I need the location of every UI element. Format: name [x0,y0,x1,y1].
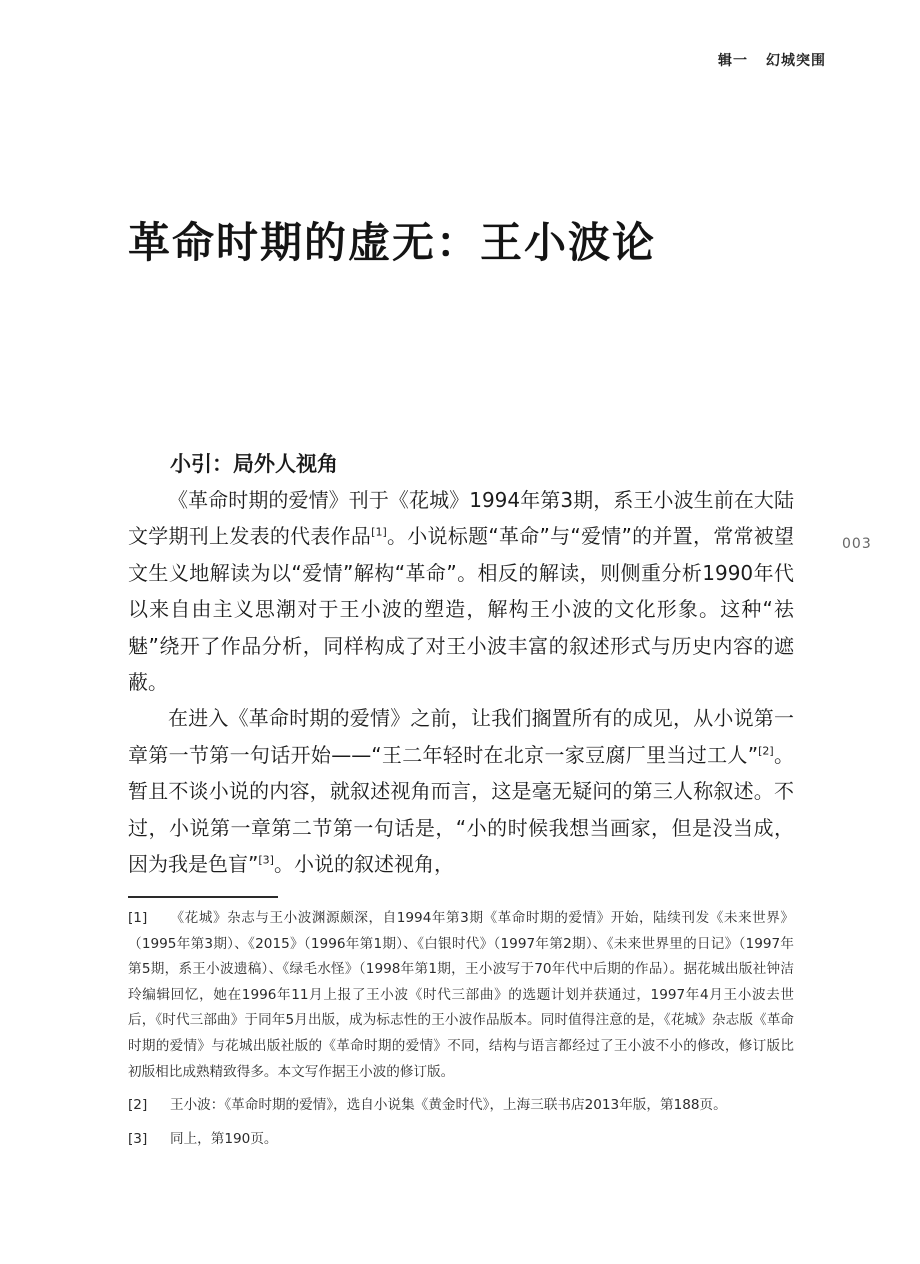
footnote-text: 王小波：《革命时期的爱情》，选自小说集《黄金时代》，上海三联书店2013年版，第188页。 [170,1097,727,1114]
footnote-ref[interactable]: [2] [758,744,774,758]
paragraph-text: 在进入《革命时期的爱情》之前，让我们搁置所有的成见，从小说第一章第一节第一句话开始——“王二年轻时在北京一家豆腐厂里当过工人” [128,706,794,767]
paragraph [128,700,794,882]
running-head [718,50,826,70]
page-title: 革命时期的虚无：王小波论 [128,218,657,267]
body-text [128,482,794,882]
section-heading: 小引：局外人视角 [170,452,338,476]
footnotes [128,906,794,1160]
running-head-title: 幻城突围 [766,53,826,69]
paragraph-text: 。暂且不谈小说的内容，就叙述视角而言，这是毫无疑问的第三人称叙述。不过，小说第一章第二节第一句话是，“小的时候我想当画家，但是没当成，因为我是色盲” [128,742,794,877]
footnote-marker: [1] [128,910,148,926]
footnote-ref[interactable]: [3] [258,853,274,867]
footnote-text: 《花城》杂志与王小波渊源颇深，自1994年第3期《革命时期的爱情》开始，陆续刊发《未来世界》（1995年第3期）、《2015》（1996年第1期）、《白银时代》（1997年第2期）、《未来世界里的日记》（1997年第5期，系王小波遗稿）、《绿毛水怪》（1998年第1期，王小波写于70年代中后期的作品）。据花城出版社钟洁玲编辑回忆，她在1996年11月上报了王小波《时代三部曲》的选题计划并获通过，1997年4月王小波去世后，《时代三部曲》于同年5月出版，成为标志性的王小波作品版本。同时值得注意的是，《花城》杂志版《革命时期的爱情》与花城出版社版的《革命时期的爱情》不同，结构与语言都经过了王小波不小的修改，修订版比初版相比成熟精致得多。本文写作据王小波的修订版。 [128,910,794,1080]
footnote-marker: [2] [128,1097,148,1114]
footnote-ref[interactable]: [1] [371,525,387,539]
footnote-text: 同上，第190页。 [170,1130,278,1147]
footnote-marker: [3] [128,1130,148,1147]
paragraph [128,482,794,700]
paragraph-text: 《革命时期的爱情》刊于《花城》1994年第3期，系王小波生前在大陆文学期刊上发表的代表作品 [128,488,794,549]
page-number: 003 [842,536,872,552]
footnote [128,906,794,1085]
running-head-part: 辑一 [718,53,748,69]
footnote-divider [128,896,278,898]
footnote [128,1127,794,1153]
paragraph-text: 。小说标题“革命”与“爱情”的并置，常常被望文生义地解读为以“爱情”解构“革命”。相反的解读，则侧重分析1990年代以来自由主义思潮对于王小波的塑造，解构王小波的文化形象。这种“祛魅”绕开了作品分析，同样构成了对王小波丰富的叙述形式与历史内容的遮蔽。 [128,524,795,695]
paragraph-text: 。小说的叙述视角， [273,852,454,877]
footnote [128,1093,794,1119]
